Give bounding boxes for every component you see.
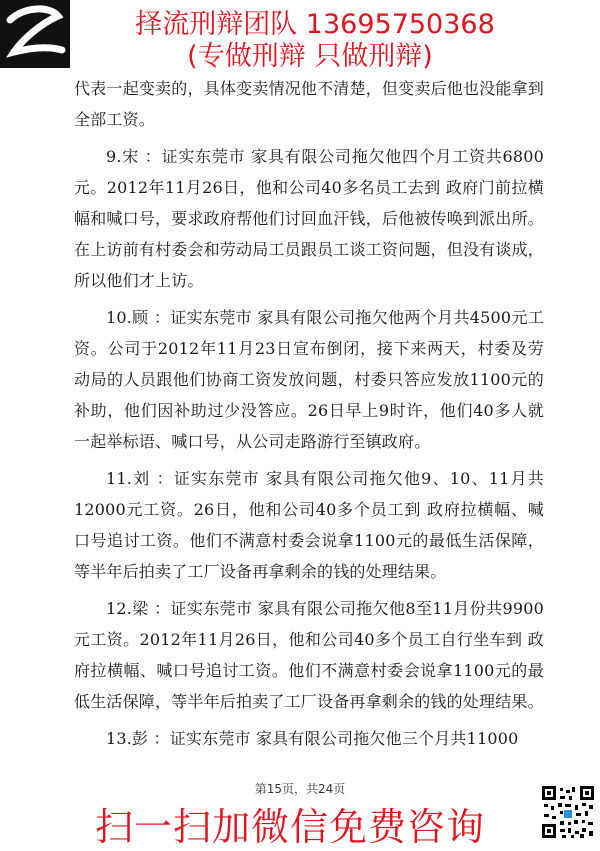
paragraph: 11.刘 ：证实东莞市 家具有限公司拖欠他9、10、11月共12000元工资。26日，他和公司40多个员工到 政府拉横幅、喊口号追讨工资。他们不满意村委会说拿1100元的最低生活保障，等半年后拍卖了工厂设备再拿剩余的钱的处理结果。 xyxy=(74,469,544,581)
banner-title: 择流刑辩团队 13695750368 xyxy=(135,9,495,40)
paragraph: 代表一起变卖的，具体变卖情况他不清楚，但变卖后他也没能拿到全部工资。 xyxy=(74,79,544,129)
page-number: 第15页，共24页 xyxy=(254,782,346,796)
banner-subtitle: (专做刑辩 只做刑辩) xyxy=(187,41,433,72)
paragraph: 9.宋 ：证实东莞市 家具有限公司拖欠他四个月工资共6800元。2012年11月26日，他和公司40多名员工去到 政府门前拉横幅和喊口号，要求政府帮他们讨回血汗钱，后他被传唤到派出所。在上访前有村委会和劳动局工员跟员工谈工资问题，但没有谈成，所以他们才上访。 xyxy=(74,147,544,290)
paragraph: 13.彭 ：证实东莞市 家具有限公司拖欠他三个月共11000 xyxy=(106,729,519,748)
document-body xyxy=(74,73,544,754)
footer-cta: 扫一扫加微信免费咨询 xyxy=(94,805,485,849)
qr-code-icon[interactable] xyxy=(540,784,596,840)
paragraph: 12.梁 ：证实东莞市 家具有限公司拖欠他8至11月份共9900元工资。2012年11月26日，他和公司40多个员工自行坐车到 政府拉横幅、喊口号追讨工资。他们不满意村委会说拿1100元的最低生活保障，等半年后拍卖了工厂设备再拿剩余的钱的处理结果。 xyxy=(74,599,544,711)
paragraph: 10.顾 ：证实东莞市 家具有限公司拖欠他两个月共4500元工资。公司于2012年11月23日宣布倒闭，接下来两天，村委及劳动局的人员跟他们协商工资发放问题，村委只答应发放1100元的补助，他们因补助过少没答应。26日早上9时许，他们40多人就一起举标语、喊口号，从公司走路游行至镇政府。 xyxy=(74,308,544,451)
